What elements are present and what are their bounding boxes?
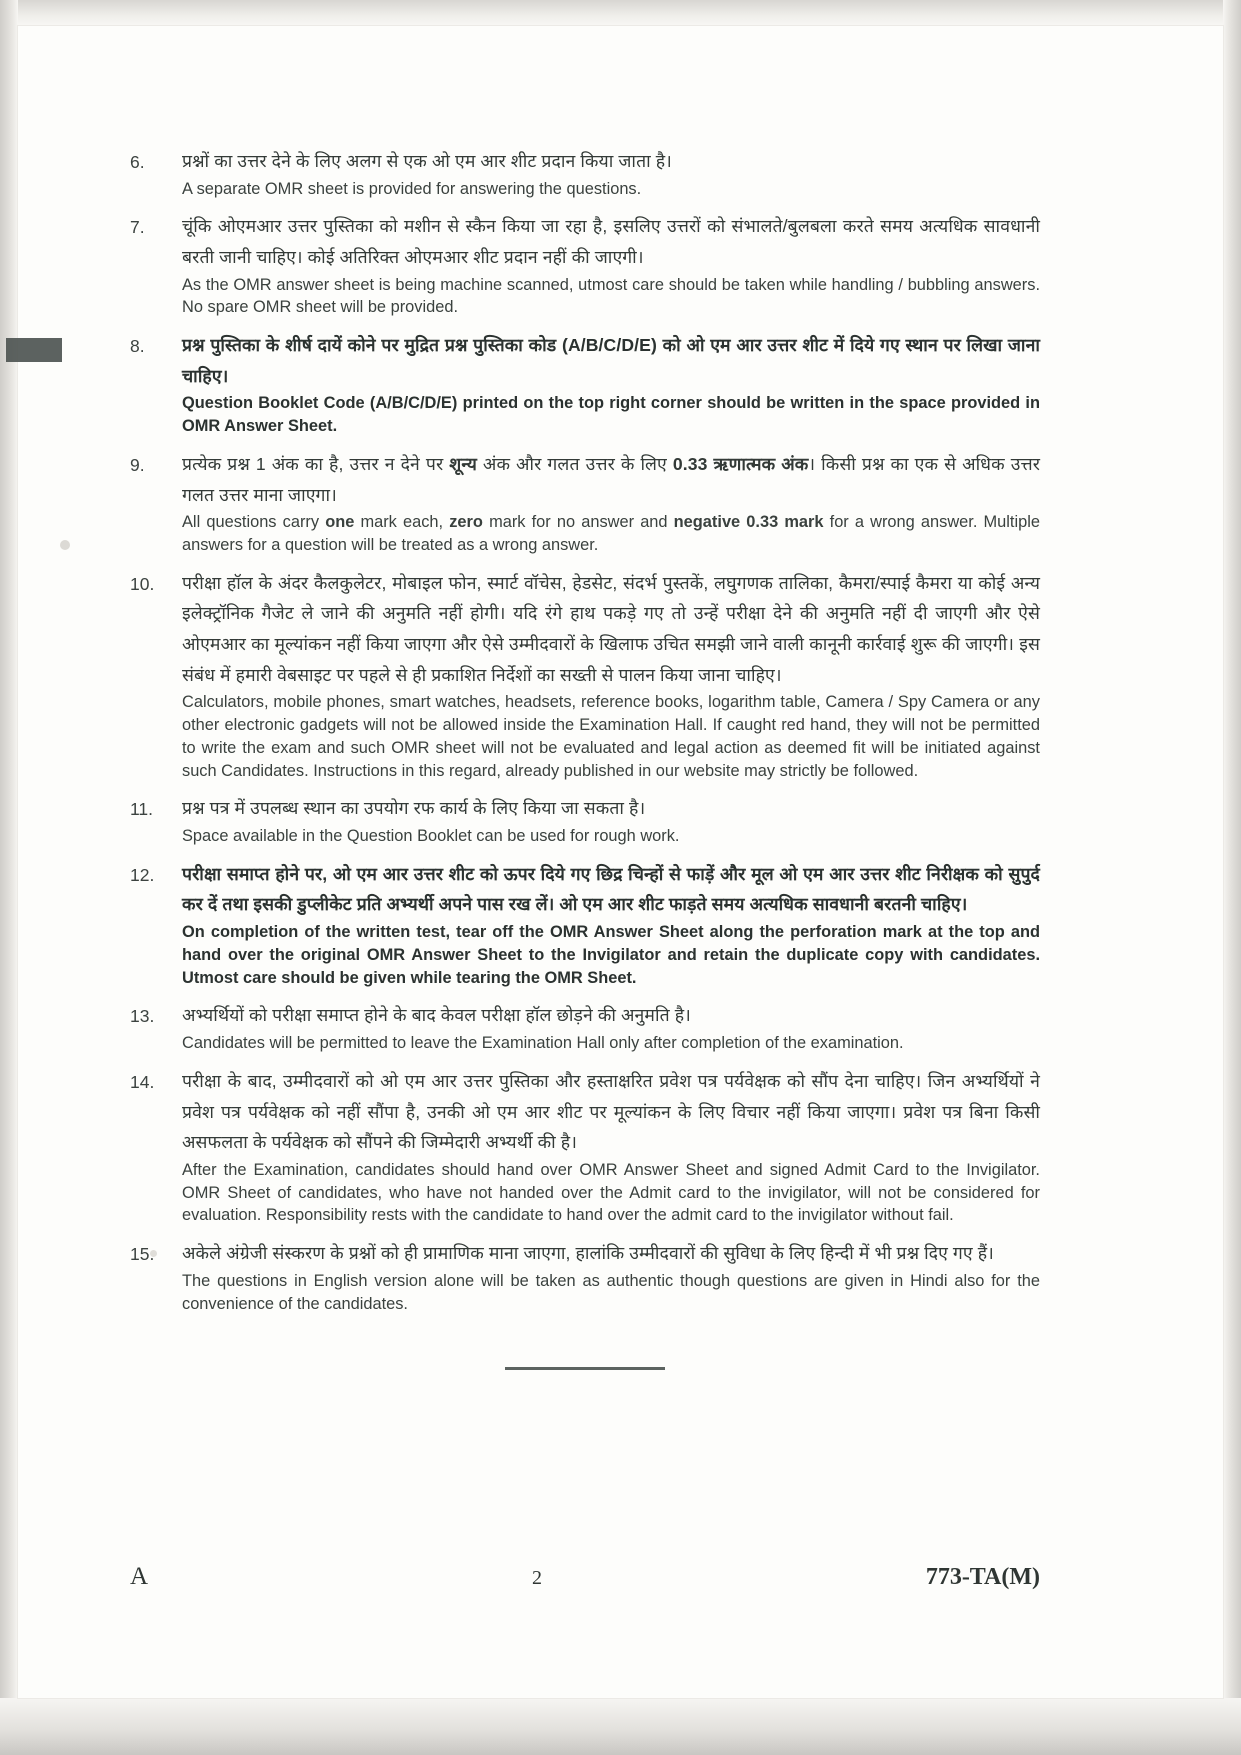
instructions-list xyxy=(130,146,1040,1375)
section-end-rule xyxy=(505,1367,665,1370)
instruction-body xyxy=(182,211,1040,319)
instruction-number: 13. xyxy=(130,1006,155,1027)
instruction-body xyxy=(182,1000,1040,1054)
paper-code: 773-TA(M) xyxy=(925,1564,1040,1590)
instruction-body xyxy=(182,793,1040,847)
instruction-number: 10. xyxy=(130,573,155,594)
instruction-english: Candidates will be permitted to leave the Examination Hall only after completion of the examination. xyxy=(182,1034,904,1053)
instruction-item xyxy=(130,1000,1040,1054)
instruction-hindi: चूंकि ओएमआर उत्तर पुस्तिका को मशीन से स्कैन किया जा रहा है, इसलिए उत्तरों को संभालते/बुलबला करते समय अत्यधिक सावधानी बरती जानी चाहिए। कोई अतिरिक्त ओएमआर शीट प्रदान नहीं की जाएगी। xyxy=(182,216,1040,268)
instruction-hindi: अभ्यर्थियों को परीक्षा समाप्त होने के बाद केवल परीक्षा हॉल छोड़ने की अनुमति है। xyxy=(182,1005,691,1026)
instruction-body xyxy=(182,449,1040,557)
plain-text: mark each, xyxy=(354,513,450,532)
instruction-english: As the OMR answer sheet is being machine scanned, utmost care should be taken while handling / bubbling answers. No spare OMR sheet will be provided. xyxy=(182,275,1040,317)
plain-text: । किसी प्रश्न का एक से अधिक उत्तर गलत उत्तर माना जाएगा। xyxy=(182,454,1040,505)
section-end-rule-wrap xyxy=(130,1357,1040,1375)
plain-text: mark for no answer and xyxy=(482,513,674,532)
page-footer xyxy=(130,1563,1040,1591)
plain-text: अंक और गलत उत्तर के लिए xyxy=(476,454,673,475)
instruction-number: 6. xyxy=(130,152,145,172)
plain-text: All questions carry xyxy=(182,513,326,532)
instruction-english: Question Booklet Code (A/B/C/D/E) printed on the top right corner should be written in the space provided in OMR Answer Sheet. xyxy=(182,394,1040,436)
page-edge-top xyxy=(0,0,1241,26)
instruction-hindi: प्रश्नों का उत्तर देने के लिए अलग से एक ओ एम आर शीट प्रदान किया जाता है। xyxy=(182,151,672,171)
instruction-english: After the Examination, candidates should hand over OMR Answer Sheet and signed Admit Card to the Invigilator. OMR Sheet of candidates, who have not handed over the Admit card to the invigilator, will not be considered for evaluation. Responsibility rests with the candidate to hand over the admit card to the invigilator without fail. xyxy=(182,1160,1040,1225)
instruction-english: On completion of the written test, tear off the OMR Answer Sheet along the perforation mark at the top and hand over the original OMR Answer Sheet to the Invigilator and retain the duplicate copy with candidates. Utmost care should be given while tearing the OMR Sheet. xyxy=(182,923,1040,987)
instruction-hindi: प्रश्न पुस्तिका के शीर्ष दायें कोने पर मुद्रित प्रश्न पुस्तिका कोड (A/B/C/D/E) को ओ एम आर उत्तर शीट में दिये गए स्थान पर लिखा जाना चाहिए। xyxy=(182,335,1040,386)
scan-smudge xyxy=(60,540,70,550)
instruction-body xyxy=(182,1066,1040,1227)
instruction-hindi: परीक्षा समाप्त होने पर, ओ एम आर उत्तर शीट को ऊपर दिये गए छिद्र चिन्हों से फाड़ें और मूल ओ एम आर उत्तर शीट निरीक्षक को सुपुर्द कर दें तथा इसकी डुप्लीकेट प्रति अभ्यर्थी अपने पास रख लें। ओ एम आर शीट फाड़ते समय अत्यधिक सावधानी बरतनी चाहिए। xyxy=(182,863,1040,915)
instruction-item xyxy=(130,449,1040,557)
scan-artifact-mark xyxy=(6,338,62,362)
page-number: 2 xyxy=(531,1567,542,1589)
instruction-item xyxy=(130,1238,1040,1315)
emphasis-text: 0.33 ऋणात्मक अंक xyxy=(672,454,809,475)
instruction-hindi: परीक्षा हॉल के अंदर कैलकुलेटर, मोबाइल फोन, स्मार्ट वॉचेस, हेडसेट, संदर्भ पुस्तकें, लघुगणक तालिका, कैमरा/स्पाई कैमरा या कोई अन्य इलेक्ट्रॉनिक गैजेट ले जाने की अनुमति नहीं होगी। यदि रंगे हाथ पकड़े गए तो उन्हें परीक्षा देने की अनुमति नहीं दी जाएगी और ऐसे ओएमआर का मूल्यांकन नहीं किया जाएगा और ऐसे उम्मीदवारों के खिलाफ उचित समझी जाने वाली कानूनी कार्रवाई शुरू की जाएगी। इस संबंध में हमारी वेबसाइट पर पहले से ही प्रकाशित निर्देशों का सख्ती से पालन किया जाना चाहिए। xyxy=(182,572,1040,685)
instruction-hindi: अकेले अंग्रेजी संस्करण के प्रश्नों को ही प्रामाणिक माना जाएगा, हालांकि उम्मीदवारों की सुविधा के लिए हिन्दी में भी प्रश्न दिए गए हैं। xyxy=(182,1243,994,1264)
instruction-item xyxy=(130,1066,1040,1227)
emphasis-text: zero xyxy=(449,513,483,532)
instruction-item xyxy=(130,859,1040,990)
booklet-code: A xyxy=(130,1563,149,1590)
instruction-english: A separate OMR sheet is provided for answering the questions. xyxy=(182,179,642,198)
instruction-item xyxy=(130,146,1040,200)
instruction-hindi xyxy=(182,449,1040,510)
page-edge-left xyxy=(0,0,18,1755)
emphasis-text: one xyxy=(325,513,355,532)
emphasis-text: शून्य xyxy=(449,454,477,475)
instruction-body xyxy=(182,146,1040,200)
instruction-item xyxy=(130,793,1040,847)
instruction-number: 14. xyxy=(130,1071,155,1092)
instruction-body xyxy=(182,859,1040,990)
instruction-body xyxy=(182,1238,1040,1315)
page-edge-bottom xyxy=(0,1698,1241,1755)
instruction-hindi: प्रश्न पत्र में उपलब्ध स्थान का उपयोग रफ कार्य के लिए किया जा सकता है। xyxy=(182,798,646,819)
emphasis-text: negative 0.33 mark xyxy=(673,513,824,532)
instruction-english: Calculators, mobile phones, smart watches, headsets, reference books, logarithm table, Camera / Spy Camera or any other electronic gadgets will not be allowed inside the Examination Hall. If caught red hand, they will not be permitted to write the exam and such OMR sheet will not be evaluated and legal action as deemed fit will be initiated against such Candidates. Instructions in this regard, already published in our website may strictly be followed. xyxy=(182,693,1040,780)
instruction-number: 15. xyxy=(130,1244,155,1265)
instruction-number: 9. xyxy=(130,455,145,476)
instruction-body xyxy=(182,330,1040,438)
instruction-number: 11. xyxy=(130,799,154,820)
instruction-english: The questions in English version alone will be taken as authentic though questions are given in Hindi also for the convenience of the candidates. xyxy=(182,1271,1040,1313)
instruction-item xyxy=(130,211,1040,319)
plain-text: प्रत्येक प्रश्न 1 अंक का है, उत्तर न देने पर xyxy=(182,454,450,475)
instruction-number: 7. xyxy=(130,217,145,238)
instruction-hindi: परीक्षा के बाद, उम्मीदवारों को ओ एम आर उत्तर पुस्तिका और हस्ताक्षरित प्रवेश पत्र पर्यवेक्षक को सौंप देना चाहिए। जिन अभ्यर्थियों ने प्रवेश पत्र पर्यवेक्षक को नहीं सौंपा है, उनकी ओ एम आर शीट पर मूल्यांकन के लिए विचार नहीं किया जाएगा। प्रवेश पत्र बिना किसी असफलता के पर्यवेक्षक को सौंपने की जिम्मेदारी अभ्यर्थी की है। xyxy=(182,1070,1040,1153)
instruction-english: Space available in the Question Booklet can be used for rough work. xyxy=(182,827,680,846)
plain-text: for a wrong answer. Multiple answers for a question will be treated as a wrong answer. xyxy=(182,513,1040,555)
instruction-item xyxy=(130,330,1040,438)
instruction-item xyxy=(130,568,1040,783)
instruction-number: 8. xyxy=(130,336,145,357)
instruction-body xyxy=(182,568,1040,783)
instruction-english xyxy=(182,511,1040,557)
page-edge-right xyxy=(1223,0,1241,1755)
instruction-number: 12. xyxy=(130,864,155,885)
